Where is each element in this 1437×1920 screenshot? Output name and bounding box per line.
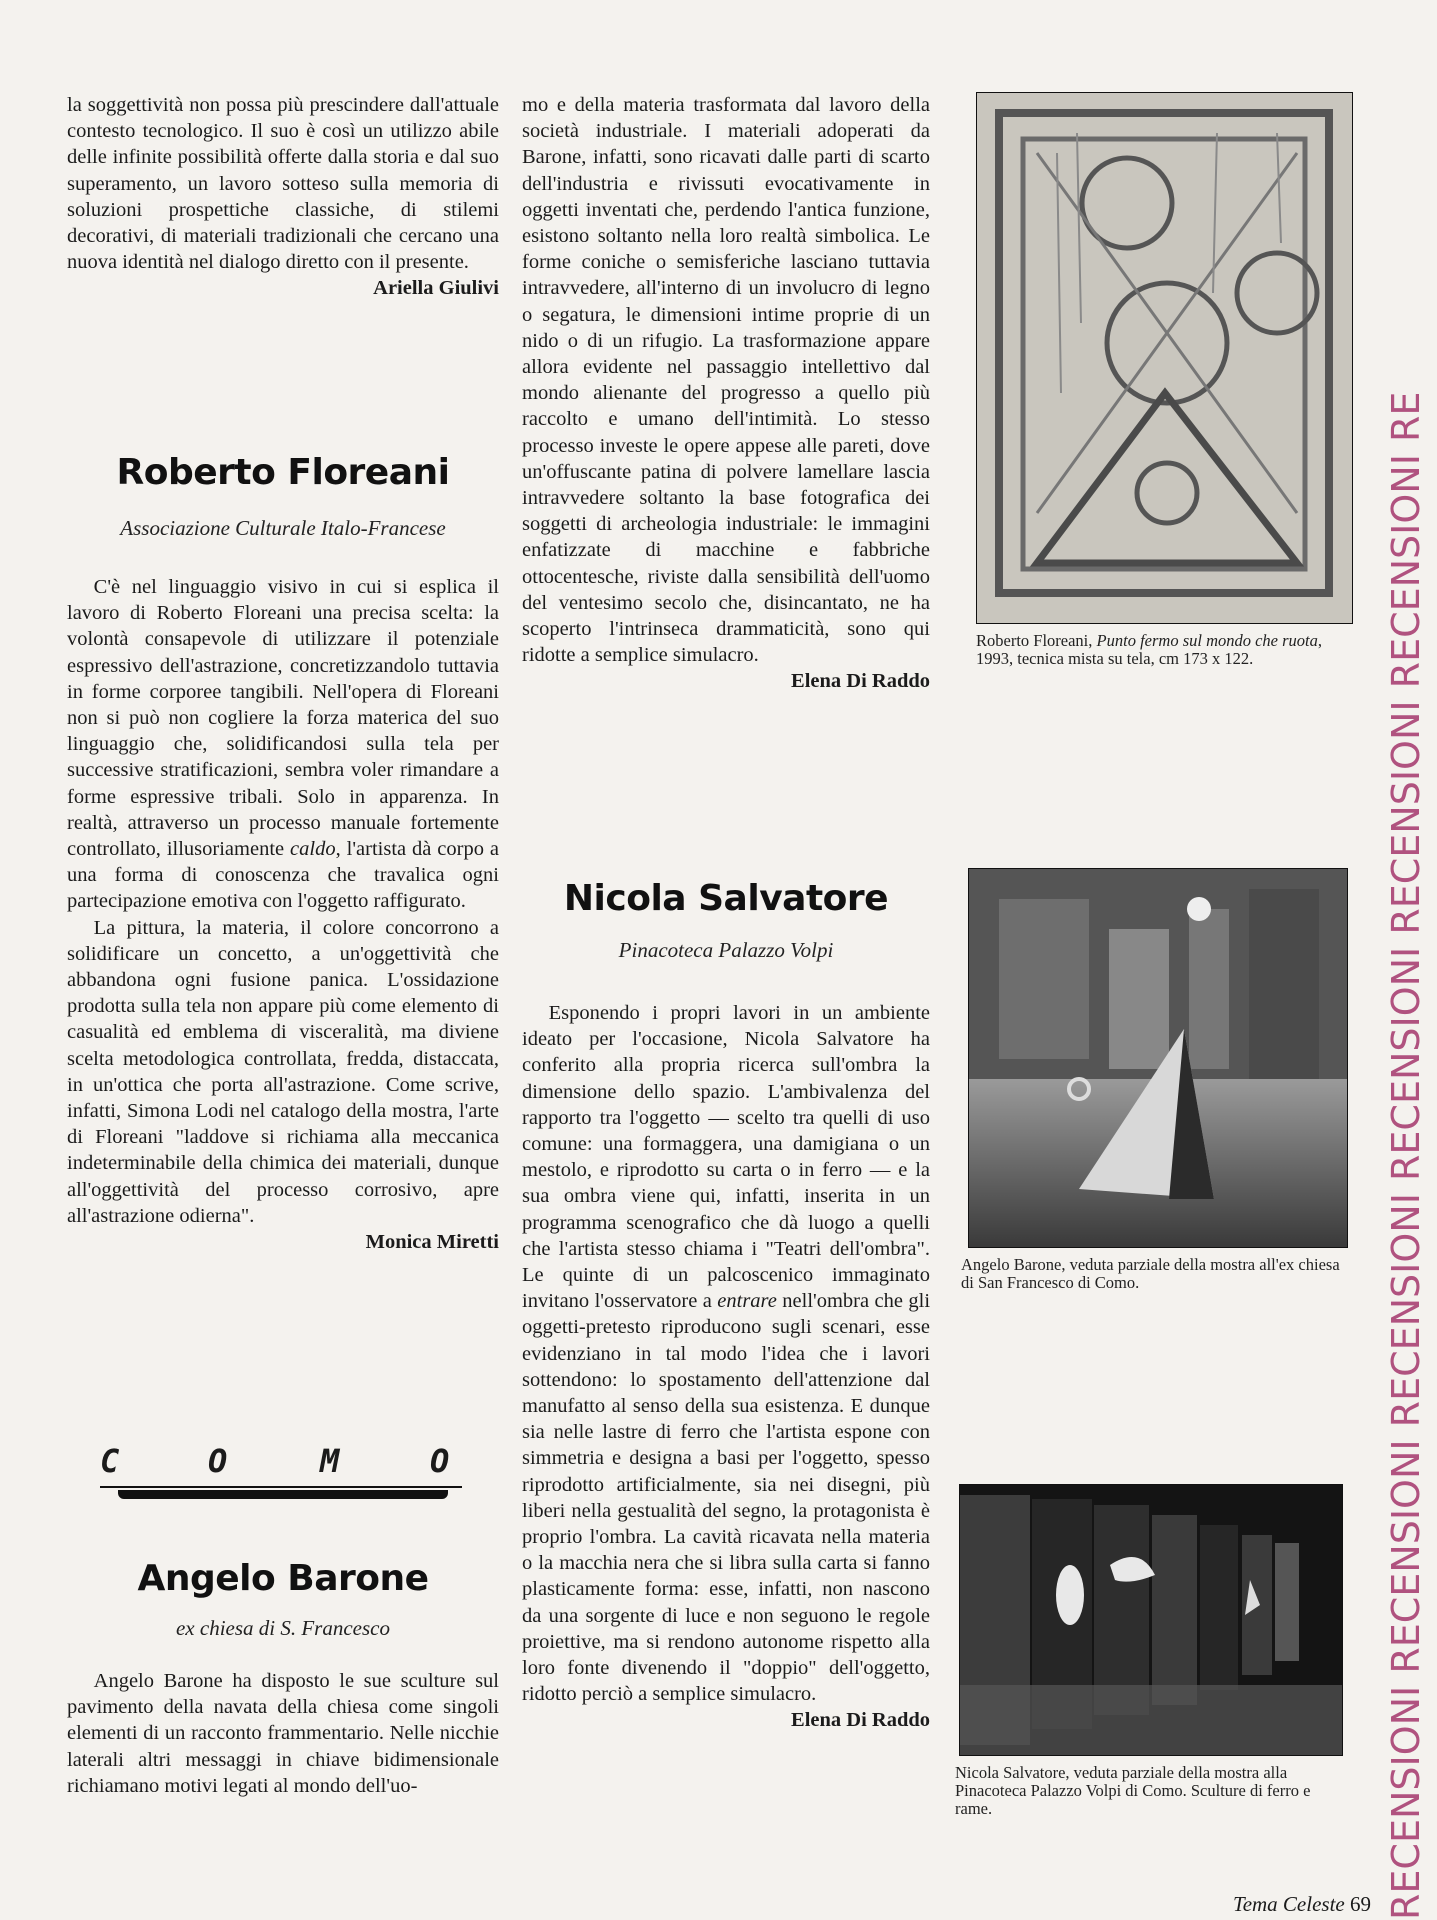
salvatore-title: Nicola Salvatore	[563, 878, 889, 919]
magazine-name: Tema Celeste	[1232, 1892, 1345, 1916]
page-footer	[1233, 1892, 1371, 1917]
barone-signature: Elena Di Raddo	[791, 670, 930, 693]
floreani-title: Roberto Floreani	[116, 452, 450, 493]
salvatore-article	[522, 1000, 930, 1734]
salvatore-installation-photo	[959, 1484, 1343, 1756]
barone-article-start	[67, 1668, 499, 1799]
floreani-signature: Monica Miretti	[365, 1231, 499, 1254]
floreani-painting-image	[976, 92, 1353, 624]
barone-venue: ex chiesa di S. Francesco	[175, 1616, 390, 1640]
section-sidebar	[1376, 0, 1428, 1920]
salvatore-photo-illustration	[960, 1485, 1342, 1755]
painting-illustration	[977, 93, 1352, 623]
page-number: 69	[1350, 1892, 1371, 1916]
city-rule-thin	[100, 1486, 462, 1488]
barone-installation-photo	[968, 868, 1348, 1248]
floreani-painting-caption: Roberto Floreani, Punto fermo sul mondo che ruota, 1993, tecnica mista su tela, cm 173 x 122.	[976, 631, 1323, 668]
barone-article-continued	[522, 92, 930, 695]
section-sidebar-text: RECENSIONI RECENSIONI RECENSIONI RECENSIONI RECENSIONI RECENSIONI RE	[1384, 391, 1428, 1920]
intro-paragraph: la soggettività non possa più prescindere dall'attuale contesto tecnologico. Il suo è così un utilizzo abile delle infinite possibilità offerte dalla storia e dal suo superamento, un lavoro sotteso sulla memoria di soluzioni prospettiche classiche, di stilemi decorativi, di materiali tradizionali che cercano una nuova identità nel dialogo diretto con il presente.	[67, 94, 499, 274]
barone-paragraph-2: mo e della materia trasformata dal lavoro della società industriale. I materiali adoperati da Barone, infatti, sono ricavati dalle parti di scarto dell'industria e rivissuti evocativamente in oggetti inventati che, perdendo l'antica funzione, esistono soltanto nella loro realtà simbolica. Le forme coniche o semisferiche lasciano tuttavia intravvedere, all'interno di un involucro di legno o segatura, le dimensioni intime proprie di un nido o di un rifugio. La trasformazione appare allora evidente nel passaggio intellettivo dal mondo alienante del progresso a quello più raccolto e umano dell'intimità. Lo stesso processo investe le opere appese alle pareti, dove un'offuscante patina di polvere lamellare lascia intravvedere soltanto la base fotografica dei soggetti di archeologia industriale: le immagini enfatizzate di macchine e fabbriche ottocentesche, riviste dalla sensibilità dell'uomo del ventesimo secolo che, disincantato, ne ha scoperto l'intrinseca drammaticità, sono qui ridotte a semplice simulacro.	[522, 94, 930, 667]
city-rule-thick	[118, 1490, 448, 1499]
barone-paragraph-1: Angelo Barone ha disposto le sue sculture sul pavimento della navata della chiesa come singoli elementi di un racconto frammentario. Nelle nicchie laterali altri messaggi in chiave bidimensionale richiamano motivi legati al mondo dell'uo-	[67, 1670, 499, 1797]
salvatore-signature: Elena Di Raddo	[791, 1709, 930, 1732]
floreani-paragraph-1: C'è nel linguaggio visivo in cui si esplica il lavoro di Roberto Floreani una precisa scelta: la volontà consapevole di utilizzare il potenziale espressivo dell'astrazione, concretizzandolo tuttavia in forme corporee tangibili. Nell'opera di Floreani non si può non cogliere la forza materica del suo linguaggio che, solidificandosi sulla tela per successive stratificazioni, sembra voler rimandare a forme espressive tribali. Solo in apparenza. In realtà, attraverso un processo manuale fortemente controllato, illusoriamente caldo, l'artista dà corpo a una forma di conoscenza che travalica ogni partecipazione emotiva con l'oggetto raffigurato.	[67, 576, 499, 913]
barone-photo-illustration	[969, 869, 1347, 1247]
column-1-intro	[67, 92, 499, 302]
salvatore-paragraph-1: Esponendo i propri lavori in un ambiente ideato per l'occasione, Nicola Salvatore ha conferito alla propria ricerca sull'ombra la dimensione dello spazio. L'ambivalenza del rapporto tra l'oggetto — scelto tra quelli di uso comune: una formaggera, una damigiana o un mestolo, e riprodotto su carta o in ferro — e la sua ombra viene qui, infatti, inserita in un programma scenografico che dà luogo a quelli che l'artista stesso chiama i "Teatri dell'ombra". Le quinte di un palcoscenico immaginato invitano l'osservatore a entrare nell'ombra che gli oggetti-pretesto riproducono sugli scenari, esse evidenziano in tal modo l'idea che i lavori sottendono: lo spostamento dell'attenzione dal manufatto al senso della sua esistenza. E dunque sia nelle lastre di ferro che l'artista espone con simmetria e designa a basi per l'oggetto, spesso riprodotto artificialmente, sia nei disegni, più liberi nella gestualità del segno, la protagonista è proprio l'ombra. La cavità ricavata nella materia o la macchia nera che si libra sulla carta si fanno plasticamente forma: esse, infatti, non nascono da una sorgente di luce e non seguono le regole proiettive, ma si rendono autonome rispetto alla loro fonte divenendo il "doppio" dell'oggetto, ridotto perciò a semplice simulacro.	[522, 1002, 931, 1706]
barone-photo-caption: Angelo Barone, veduta parziale della mostra all'ex chiesa di San Francesco di Como.	[961, 1255, 1340, 1292]
barone-title: Angelo Barone	[137, 1558, 429, 1599]
floreani-venue: Associazione Culturale Italo-Francese	[120, 516, 446, 540]
salvatore-photo-caption: Nicola Salvatore, veduta parziale della mostra alla Pinacoteca Palazzo Volpi di Como. Sculture di ferro e rame.	[955, 1763, 1311, 1818]
salvatore-venue: Pinacoteca Palazzo Volpi	[618, 938, 834, 962]
city-heading: C O M O	[100, 1442, 450, 1480]
floreani-paragraph-2: La pittura, la materia, il colore concorrono a solidificare un concetto, a un'oggettività che abbandona ogni fusione panica. L'ossidazione prodotta sulla tela non appare più come elemento di casualità ed emblema di visceralità, ma diviene scelta metodologica controllata, fredda, distaccata, in un'ottica che porta all'astrazione. Come scrive, infatti, Simona Lodi nel catalogo della mostra, l'arte di Floreani "laddove si richiama alla meccanica indeterminabile della chimica dei materiali, dunque all'oggettività del processo corrosivo, apre all'astrazione odierna".	[67, 916, 499, 1227]
intro-signature: Ariella Giulivi	[373, 277, 499, 300]
floreani-article	[67, 574, 499, 1255]
